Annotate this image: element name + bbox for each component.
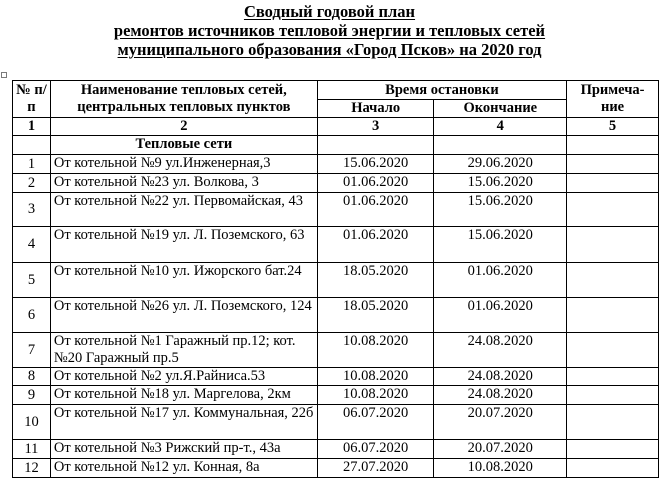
row-number: 6: [13, 298, 51, 333]
col-number: 2: [50, 118, 317, 136]
row-number: 5: [13, 263, 51, 298]
section-title: Тепловые сети: [50, 136, 317, 155]
section-empty-cell: [317, 136, 434, 155]
row-note: [567, 174, 659, 193]
row-name: От котельной №18 ул. Маргелова, 2км: [50, 386, 317, 405]
column-numbers-row: [13, 118, 659, 136]
row-start-date: 01.06.2020: [317, 227, 434, 263]
row-number: 11: [13, 440, 51, 459]
row-name: От котельной №23 ул. Волкова, 3: [50, 174, 317, 193]
row-start-date: 15.06.2020: [317, 155, 434, 174]
row-note: [567, 440, 659, 459]
table-row: [13, 263, 659, 298]
table-row: [13, 405, 659, 440]
table-row: [13, 174, 659, 193]
row-number: 7: [13, 333, 51, 368]
section-num-cell: [13, 136, 51, 155]
table-row: [13, 368, 659, 386]
document-title: [0, 2, 659, 59]
header-time: Время остановки: [317, 81, 566, 100]
row-number: 2: [13, 174, 51, 193]
table-row: [13, 298, 659, 333]
row-end-date: 01.06.2020: [434, 298, 567, 333]
header-num: № п/п: [13, 81, 51, 118]
row-end-date: 29.06.2020: [434, 155, 567, 174]
row-note: [567, 155, 659, 174]
title-line-1: Сводный годовой план: [243, 2, 416, 21]
table-row: [13, 227, 659, 263]
row-name: От котельной №9 ул.Инженерная,3: [50, 155, 317, 174]
row-note: [567, 193, 659, 227]
row-number: 9: [13, 386, 51, 405]
header-note: Примеча-ние: [567, 81, 659, 118]
row-start-date: 27.07.2020: [317, 459, 434, 478]
row-end-date: 15.06.2020: [434, 193, 567, 227]
row-note: [567, 263, 659, 298]
row-note: [567, 333, 659, 368]
row-name: От котельной №10 ул. Ижорского бат.24: [50, 263, 317, 298]
row-name: От котельной №1 Гаражный пр.12; кот. №20 Гаражный пр.5: [50, 333, 317, 368]
col-number: 5: [567, 118, 659, 136]
row-name: От котельной №19 ул. Л. Поземского, 63: [50, 227, 317, 263]
table-row: [13, 333, 659, 368]
row-note: [567, 405, 659, 440]
row-note: [567, 298, 659, 333]
table-anchor-handle[interactable]: [1, 72, 7, 78]
table-row: [13, 459, 659, 478]
row-name: От котельной №26 ул. Л. Поземского, 124: [50, 298, 317, 333]
col-number: 3: [317, 118, 434, 136]
row-end-date: 20.07.2020: [434, 405, 567, 440]
row-start-date: 01.06.2020: [317, 193, 434, 227]
row-name: От котельной №3 Рижский пр-т., 43а: [50, 440, 317, 459]
title-line-2: ремонтов источников тепловой энергии и тепловых сетей: [113, 21, 546, 40]
row-start-date: 10.08.2020: [317, 368, 434, 386]
row-number: 10: [13, 405, 51, 440]
section-empty-cell: [567, 136, 659, 155]
row-end-date: 15.06.2020: [434, 227, 567, 263]
row-number: 4: [13, 227, 51, 263]
row-number: 12: [13, 459, 51, 478]
row-number: 3: [13, 193, 51, 227]
row-end-date: 24.08.2020: [434, 386, 567, 405]
row-note: [567, 386, 659, 405]
row-number: 8: [13, 368, 51, 386]
row-name: От котельной №2 ул.Я.Райниса.53: [50, 368, 317, 386]
table-row: [13, 155, 659, 174]
row-name: От котельной №17 ул. Коммунальная, 22б: [50, 405, 317, 440]
row-note: [567, 459, 659, 478]
header-name: Наименование тепловых сетей, центральных тепловых пунктов: [50, 81, 317, 118]
row-start-date: 06.07.2020: [317, 405, 434, 440]
col-number: 1: [13, 118, 51, 136]
row-name: От котельной №22 ул. Первомайская, 43: [50, 193, 317, 227]
header-start: Начало: [317, 100, 434, 118]
row-number: 1: [13, 155, 51, 174]
row-note: [567, 368, 659, 386]
header-row: [13, 81, 659, 100]
row-end-date: 10.08.2020: [434, 459, 567, 478]
row-start-date: 18.05.2020: [317, 263, 434, 298]
row-start-date: 10.08.2020: [317, 386, 434, 405]
row-end-date: 20.07.2020: [434, 440, 567, 459]
repair-plan-table: [12, 80, 659, 478]
title-line-3: муниципального образования «Город Псков» на 2020 год: [117, 40, 542, 59]
row-end-date: 01.06.2020: [434, 263, 567, 298]
row-end-date: 24.08.2020: [434, 368, 567, 386]
row-end-date: 15.06.2020: [434, 174, 567, 193]
row-start-date: 10.08.2020: [317, 333, 434, 368]
section-row: [13, 136, 659, 155]
row-note: [567, 227, 659, 263]
row-name: От котельной №12 ул. Конная, 8а: [50, 459, 317, 478]
table-row: [13, 440, 659, 459]
header-end: Окончание: [434, 100, 567, 118]
row-start-date: 18.05.2020: [317, 298, 434, 333]
table-row: [13, 193, 659, 227]
row-end-date: 24.08.2020: [434, 333, 567, 368]
row-start-date: 01.06.2020: [317, 174, 434, 193]
col-number: 4: [434, 118, 567, 136]
section-empty-cell: [434, 136, 567, 155]
row-start-date: 06.07.2020: [317, 440, 434, 459]
table-row: [13, 386, 659, 405]
